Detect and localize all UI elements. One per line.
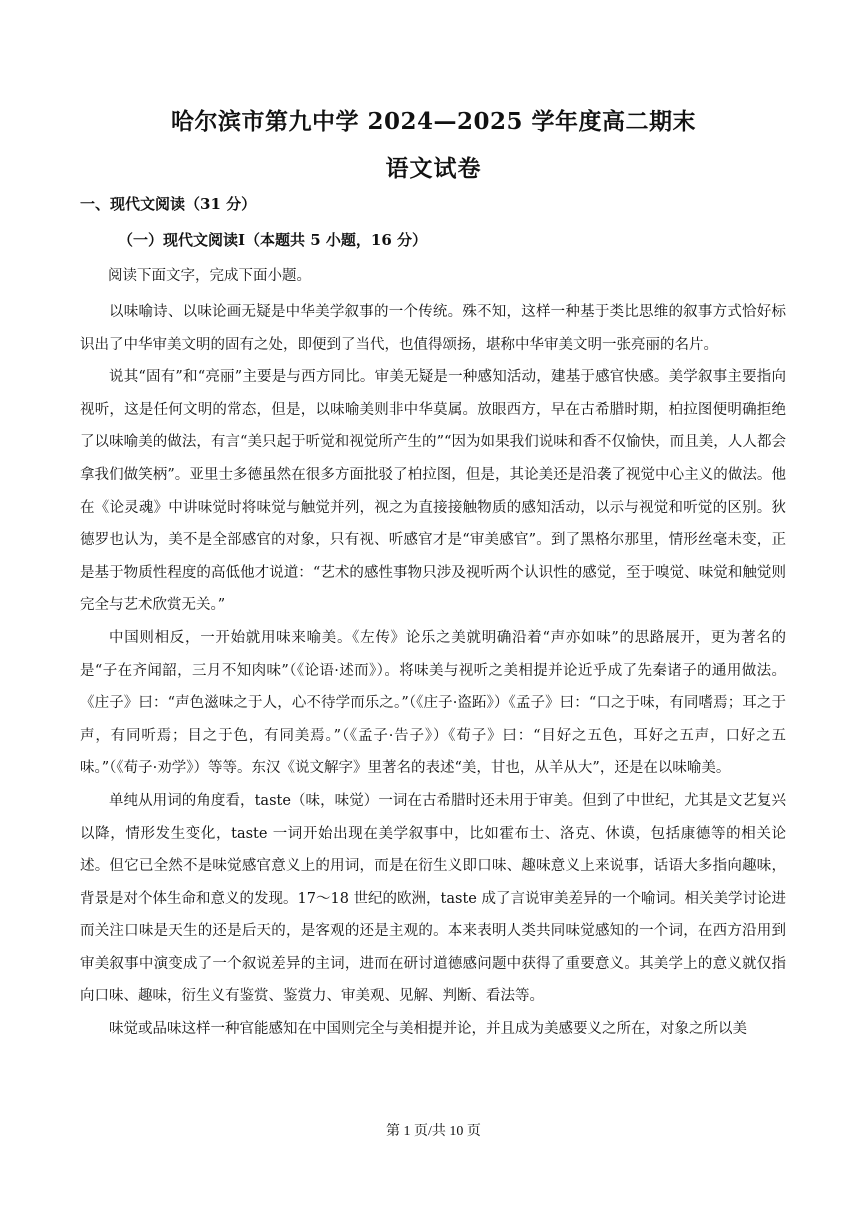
passage-paragraph: 以味喻诗、以味论画无疑是中华美学叙事的一个传统。殊不知，这样一种基于类比思维的叙事方式恰好标识出了中华审美文明的固有之处，即便到了当代，也值得颂扬，堪称中华审美文明一张亮丽的名片。 <box>80 304 786 353</box>
section-heading: 一、现代文阅读（31 分） <box>80 195 257 213</box>
passage-paragraph: 味觉或品味这样一种官能感知在中国则完全与美相提并论，并且成为美感要义之所在，对象之所以美 <box>109 1021 747 1038</box>
exam-subject-title: 语文试卷 <box>385 155 482 182</box>
reading-instruction: 阅读下面文字，完成下面小题。 <box>108 268 311 284</box>
page-footer: 第 1 页/共 10 页 <box>386 1124 481 1139</box>
passage-paragraph: 中国则相反，一开始就用味来喻美。《左传》论乐之美就明确沿着“声亦如味”的思路展开，更为著名的是“子在齐闻韶，三月不知肉味”（《论语·述而》）。将味美与视听之美相提并论近乎成了先秦诸子的通用做法。《庄子》曰：“声色滋味之于人，心不待学而乐之。”（《庄子·盗跖》）《孟子》曰：“口之于味，有同嗜焉；耳之于声，有同听焉；目之于色，有同美焉。”（《孟子·告子》）《荀子》曰：“目好之五色，耳好之五声，口好之五味。”（《荀子·劝学》）等等。东汉《说文解字》里著名的表述“美，甘也，从羊从大”，还是在以味喻美。 <box>80 629 786 777</box>
exam-title: 哈尔滨市第九中学 2024—2025 学年度高二期末 <box>170 108 697 135</box>
passage-paragraph: 说其“固有”和“亮丽”主要是与西方同比。审美无疑是一种感知活动，建基于感官快感。美学叙事主要指向视听，这是任何文明的常态，但是，以味喻美则非中华莫属。放眼西方，早在古希腊时期，柏拉图便明确拒绝了以味喻美的做法，有言“美只起于听觉和视觉所产生的”“因为如果我们说味和香不仅愉快，而且美，人人都会拿我们做笑柄”。亚里士多德虽然在很多方面批驳了柏拉图，但是，其论美还是沿袭了视觉中心主义的做法。他在《论灵魂》中讲味觉时将味觉与触觉并列，视之为直接接触物质的感知活动，以示与视觉和听觉的区别。狄德罗也认为，美不是全部感官的对象，只有视、听感官才是“审美感官”。到了黑格尔那里，情形丝毫未变，正是基于物质性程度的高低他才说道：“艺术的感性事物只涉及视听两个认识性的感觉，至于嗅觉、味觉和触觉则完全与艺术欣赏无关。” <box>80 369 786 614</box>
subsection-heading: （一）现代文阅读Ⅰ（本题共 5 小题，16 分） <box>118 231 427 249</box>
reading-passage <box>80 296 786 1046</box>
passage-paragraph: 单纯从用词的角度看，taste（味，味觉）一词在古希腊时还未用于审美。但到了中世纪，尤其是文艺复兴以降，情形发生变化，taste 一词开始出现在美学叙事中，比如霍布士、洛克、休谟，包括康德等的相关论述。但它已全然不是味觉感官意义上的用词，而是在衍生义即口味、趣味意义上来说事，话语大多指向趣味，背景是对个体生命和意义的发现。17～18 世纪的欧洲，taste 成了言说审美差异的一个喻词。相关美学讨论进而关注口味是天生的还是后天的，是客观的还是主观的。本来表明人类共同味觉感知的一个词，在西方沿用到审美叙事中演变成了一个叙说差异的主词，进而在研讨道德感问题中获得了重要意义。其美学上的意义就仅指向口味、趣味，衍生义有鉴赏、鉴赏力、审美观、见解、判断、看法等。 <box>80 792 786 1005</box>
